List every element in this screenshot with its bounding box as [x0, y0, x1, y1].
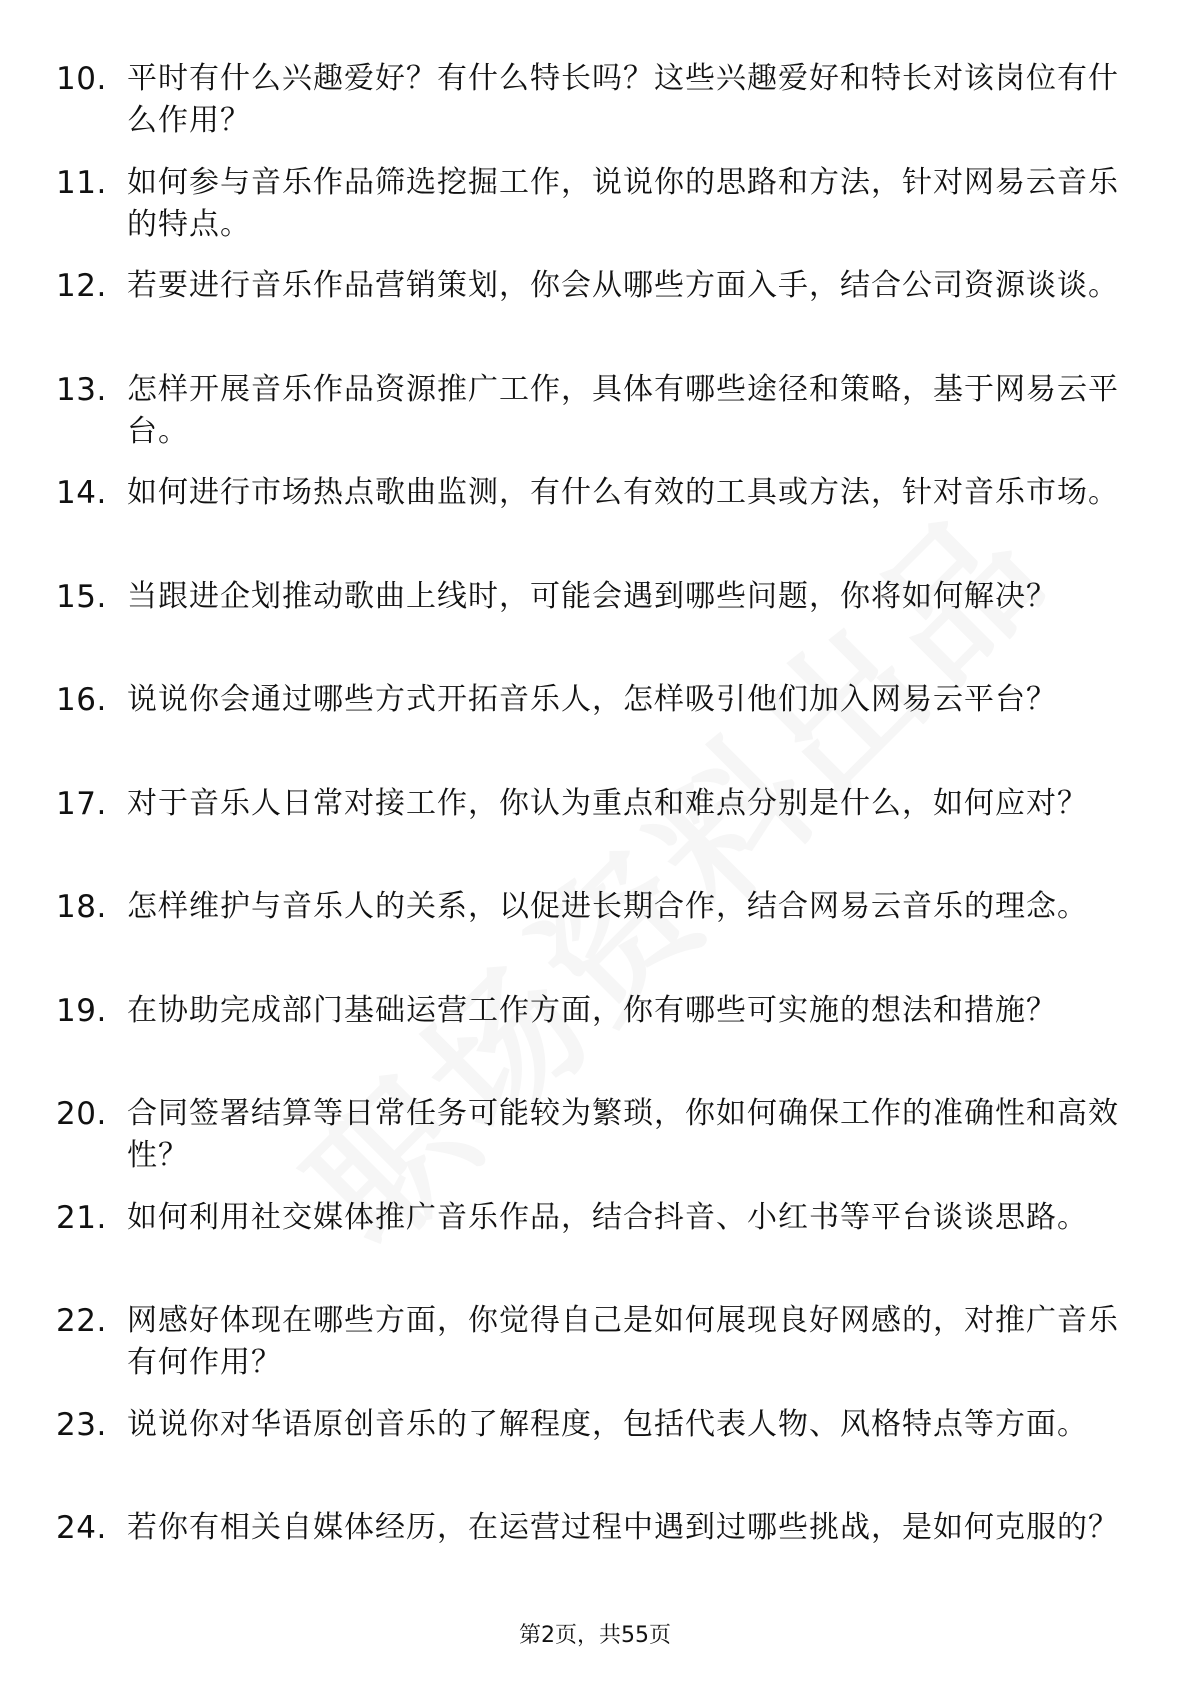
question-item — [56, 886, 1116, 990]
page-footer — [0, 1621, 1190, 1651]
question-item — [56, 1404, 1116, 1508]
question-number: 18. — [56, 889, 107, 925]
question-number: 23. — [56, 1406, 107, 1443]
question-item — [56, 1300, 1119, 1404]
question-item — [56, 783, 1116, 887]
question-text: 当跟进企划推动歌曲上线时，可能会遇到哪些问题，你将如何解决？ — [127, 578, 1057, 614]
question-number: 24. — [56, 1510, 107, 1546]
question-item — [56, 1507, 1119, 1611]
question-number: 19. — [56, 992, 107, 1029]
question-item — [56, 162, 1119, 266]
question-number: 14. — [56, 475, 107, 511]
question-number: 10. — [56, 61, 107, 97]
question-number: 11. — [56, 164, 107, 201]
question-text: 在协助完成部门基础运营工作方面，你有哪些可实施的想法和措施？ — [127, 992, 1057, 1028]
question-item — [56, 1093, 1119, 1197]
question-item — [56, 265, 1119, 369]
question-item — [56, 58, 1119, 162]
question-item — [56, 576, 1116, 680]
question-text: 说说你对华语原创音乐的了解程度，包括代表人物、风格特点等方面。 — [127, 1406, 1088, 1442]
question-text: 如何参与音乐作品筛选挖掘工作，说说你的思路和方法，针对网易云音乐的特点。 — [127, 164, 1119, 242]
question-text: 说说你会通过哪些方式开拓音乐人，怎样吸引他们加入网易云平台？ — [127, 682, 1057, 717]
question-number: 16. — [56, 682, 107, 718]
question-text: 对于音乐人日常对接工作，你认为重点和难点分别是什么，如何应对？ — [127, 785, 1088, 821]
question-text: 怎样开展音乐作品资源推广工作，具体有哪些途径和策略，基于网易云平台。 — [127, 371, 1119, 449]
question-text: 网感好体现在哪些方面，你觉得自己是如何展现良好网感的，对推广音乐有何作用？ — [127, 1303, 1119, 1380]
question-text: 怎样维护与音乐人的关系，以促进长期合作，结合网易云音乐的理念。 — [127, 889, 1088, 924]
question-text: 若要进行音乐作品营销策划，你会从哪些方面入手，结合公司资源谈谈。 — [127, 268, 1119, 303]
question-number: 15. — [56, 578, 107, 615]
question-text: 如何进行市场热点歌曲监测，有什么有效的工具或方法，针对音乐市场。 — [127, 475, 1119, 510]
question-text: 合同签署结算等日常任务可能较为繁琐，你如何确保工作的准确性和高效性？ — [127, 1096, 1119, 1173]
question-number: 12. — [56, 268, 107, 304]
question-item — [56, 1197, 1116, 1301]
page-number-label: 第2页，共55页 — [519, 1623, 671, 1648]
question-text: 若你有相关自媒体经历，在运营过程中遇到过哪些挑战，是如何克服的？ — [127, 1510, 1119, 1545]
question-number: 20. — [56, 1096, 107, 1132]
question-item — [56, 472, 1119, 576]
question-number: 21. — [56, 1199, 107, 1236]
question-number: 22. — [56, 1303, 107, 1339]
question-number: 13. — [56, 371, 107, 408]
question-item — [56, 679, 1116, 783]
question-text: 平时有什么兴趣爱好？有什么特长吗？这些兴趣爱好和特长对该岗位有什么作用？ — [127, 61, 1119, 138]
question-text: 如何利用社交媒体推广音乐作品，结合抖音、小红书等平台谈谈思路。 — [127, 1199, 1088, 1235]
question-number: 17. — [56, 785, 107, 822]
question-item — [56, 990, 1116, 1094]
question-item — [56, 369, 1119, 473]
question-list — [56, 58, 1119, 1611]
